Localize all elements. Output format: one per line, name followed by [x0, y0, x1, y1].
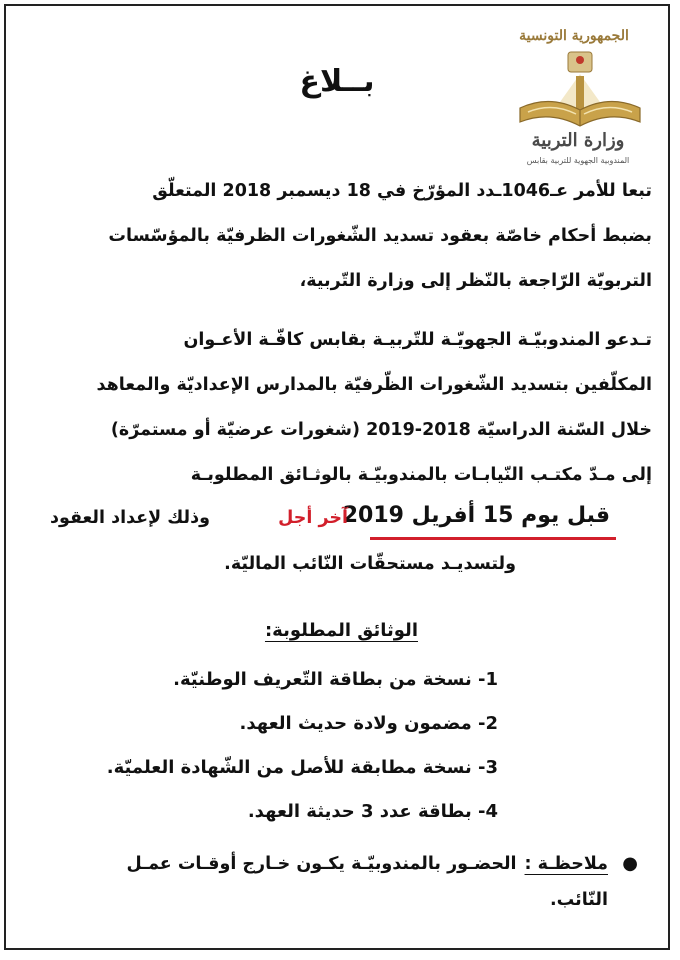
note-label: ملاحظـة : — [524, 854, 608, 874]
intro-line: بضبط أحكام خاصّة بعقود تسديد الشّغورات الظرفيّة بالمؤسّسات — [108, 226, 652, 246]
documents-title: الوثائق المطلوبة: — [264, 620, 418, 641]
document-item: 4- بطاقة عدد 3 حديثة العهد. — [247, 801, 498, 822]
bullet-dot-icon: ● — [622, 853, 638, 874]
deadline-line — [50, 503, 610, 547]
ministry-name: وزارة التربية — [531, 130, 625, 151]
note-block — [28, 846, 638, 910]
body-line: تـدعو المندوبيّـة الجهويّـة للتّربيـة بقابس كافّـة الأعـوان — [183, 330, 652, 350]
deadline-continuation: وذلك لإعداد العقود — [50, 508, 210, 528]
body-line: إلى مـدّ مكتـب النّيابـات بالمندوبيّـة بالوثـائق المطلوبـة — [190, 465, 652, 485]
note-text-continuation: النّائب. — [549, 890, 608, 910]
intro-line: تبعا للأمر عـ1046ـدد المؤرّخ في 18 ديسمبر 2018 المتعلّق — [152, 181, 652, 201]
intro-paragraph — [52, 169, 652, 304]
body-end: ولتسديـد مستحقّات النّائب الماليّة. — [224, 554, 516, 574]
body-line: خلال السّنة الدراسيّة 2018-2019 (شغورات عرضيّة أو مستمرّة) — [110, 420, 652, 440]
last-deadline-label: آخر أجل — [278, 508, 348, 528]
documents-list — [78, 669, 498, 845]
ministry-logo — [497, 28, 662, 178]
deadline-underline — [370, 537, 616, 540]
announcement-page — [4, 4, 670, 950]
deadline-date: قبل يوم 15 أفريل 2019 — [342, 503, 610, 528]
republic-name: الجمهورية التونسية — [519, 28, 629, 44]
document-item: 3- نسخة مطابقة للأصل من الشّهادة العلميّة. — [106, 757, 498, 778]
intro-line: التربويّة الرّاجعة بالنّظر إلى وزارة التّربية، — [299, 271, 652, 291]
note-text: الحضـور بالمندوبيّـة يكـون خـارج أوقـات عمـل — [126, 854, 517, 874]
announcement-title: بــلاغ — [299, 64, 375, 99]
document-item: 2- مضمون ولادة حديث العهد. — [239, 713, 498, 734]
document-item: 1- نسخة من بطاقة التّعريف الوطنيّة. — [173, 669, 498, 690]
body-paragraph — [52, 318, 652, 498]
directorate-name: المندوبية الجهوية للتربية بقابس — [526, 156, 630, 165]
body-line: المكلّفين بتسديد الشّغورات الظّرفيّة بالمدارس الإعداديّة والمعاهد — [96, 375, 652, 395]
